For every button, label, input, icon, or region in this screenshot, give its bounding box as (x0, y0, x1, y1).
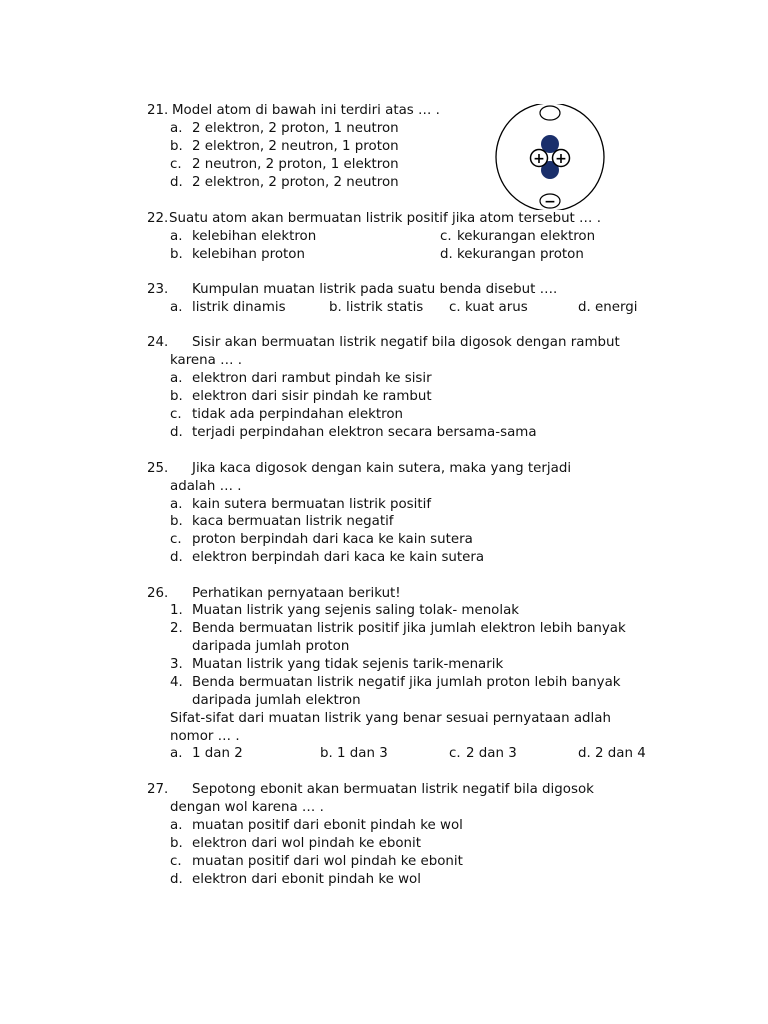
option-text: kuat arus (465, 300, 528, 315)
option-text: 2 elektron, 2 neutron, 1 proton (192, 139, 399, 154)
question-number: 21. (147, 103, 169, 118)
option-text: muatan positif dari ebonit pindah ke wol (192, 818, 463, 833)
option-text: kekurangan proton (457, 247, 584, 262)
option-text: energi (595, 300, 638, 315)
option-letter: b. (329, 300, 342, 315)
statement-number: 1. (170, 603, 183, 618)
option-letter: a. (170, 818, 183, 833)
option-letter: a. (170, 746, 183, 761)
option-text: elektron dari wol pindah ke ebonit (192, 836, 421, 851)
option-letter: c. (170, 407, 182, 422)
question-prompt-continued: nomor … . (170, 729, 240, 744)
question-number: 23. (147, 282, 169, 297)
question-number: 27. (147, 782, 169, 797)
option-text: 1 dan 2 (192, 746, 243, 761)
question-stem: Sepotong ebonit akan bermuatan listrik negatif bila digosok (192, 782, 594, 797)
question-stem: Kumpulan muatan listrik pada suatu benda disebut …. (192, 282, 558, 297)
option-letter: a. (170, 371, 183, 386)
option-text: terjadi perpindahan elektron secara bersama-sama (192, 425, 537, 440)
option-text: kelebihan elektron (192, 229, 317, 244)
option-text: 2 elektron, 2 proton, 1 neutron (192, 121, 399, 136)
option-letter: d. (578, 300, 591, 315)
question-stem: Model atom di bawah ini terdiri atas … . (172, 103, 440, 118)
option-text: muatan positif dari wol pindah ke ebonit (192, 854, 463, 869)
question-number: 24. (147, 335, 169, 350)
option-text: elektron dari sisir pindah ke rambut (192, 389, 432, 404)
option-letter: d. (170, 425, 183, 440)
statement-number: 2. (170, 621, 183, 636)
statement-text: Muatan listrik yang sejenis saling tolak- menolak (192, 603, 520, 618)
option-letter: a. (170, 229, 183, 244)
question-stem-continued: karena … . (170, 353, 243, 368)
option-text: elektron dari ebonit pindah ke wol (192, 872, 421, 887)
option-letter: b. (320, 746, 333, 761)
option-letter: c. (170, 532, 182, 547)
question-stem: Perhatikan pernyataan berikut! (192, 586, 401, 601)
option-letter: c. (440, 229, 452, 244)
option-text: elektron berpindah dari kaca ke kain sutera (192, 550, 485, 565)
option-text: kaca bermuatan listrik negatif (192, 514, 394, 529)
option-text: kelebihan proton (192, 247, 305, 262)
statement-text: Benda bermuatan listrik negatif jika jumlah proton lebih banyak (192, 675, 621, 690)
statement-text-continued: daripada jumlah proton (192, 639, 350, 654)
question-stem: Jika kaca digosok dengan kain sutera, maka yang terjadi (192, 461, 572, 476)
electron (540, 106, 560, 120)
option-text: 2 neutron, 2 proton, 1 elektron (192, 157, 399, 172)
option-letter: c. (449, 300, 461, 315)
option-letter: d. (440, 247, 453, 262)
statement-text-continued: daripada jumlah elektron (192, 693, 361, 708)
question-number: 26. (147, 586, 169, 601)
question-stem: Suatu atom akan bermuatan listrik positif jika atom tersebut … . (169, 211, 601, 226)
option-text: elektron dari rambut pindah ke sisir (192, 371, 432, 386)
option-text: kain sutera bermuatan listrik positif (192, 497, 432, 512)
statement-number: 4. (170, 675, 183, 690)
option-text: proton berpindah dari kaca ke kain sutera (192, 532, 473, 547)
question-stem-continued: adalah … . (170, 479, 242, 494)
option-letter: a. (170, 121, 183, 136)
question-prompt: Sifat-sifat dari muatan listrik yang benar sesuai pernyataan adlah (170, 711, 611, 726)
statement-number: 3. (170, 657, 183, 672)
option-letter: b. (170, 247, 183, 262)
statement-text: Benda bermuatan listrik positif jika jumlah elektron lebih banyak (192, 621, 626, 636)
option-text: 2 dan 3 (466, 746, 517, 761)
option-text: listrik statis (346, 300, 424, 315)
question-stem-continued: dengan wol karena … . (170, 800, 324, 815)
option-text: tidak ada perpindahan elektron (192, 407, 404, 422)
option-letter: c. (449, 746, 461, 761)
question-stem: Sisir akan bermuatan listrik negatif bila digosok dengan rambut (192, 335, 620, 350)
option-letter: d. (170, 175, 183, 190)
option-text: kekurangan elektron (457, 229, 596, 244)
question-number: 25. (147, 461, 169, 476)
option-letter: b. (170, 139, 183, 154)
option-text: 1 dan 3 (337, 746, 388, 761)
option-text: listrik dinamis (192, 300, 286, 315)
proton-sign: + (555, 151, 567, 167)
option-letter: d. (578, 746, 591, 761)
option-letter: b. (170, 514, 183, 529)
atom-model-diagram (490, 104, 612, 210)
option-letter: b. (170, 836, 183, 851)
option-text: 2 elektron, 2 proton, 2 neutron (192, 175, 399, 190)
option-letter: d. (170, 550, 183, 565)
option-letter: c. (170, 854, 182, 869)
proton-sign: + (533, 151, 545, 167)
question-number: 22. (147, 211, 169, 226)
option-letter: a. (170, 497, 183, 512)
electron-sign: − (544, 194, 556, 210)
option-letter: c. (170, 157, 182, 172)
option-letter: d. (170, 872, 183, 887)
option-letter: b. (170, 389, 183, 404)
option-text: 2 dan 4 (595, 746, 646, 761)
option-letter: a. (170, 300, 183, 315)
statement-text: Muatan listrik yang tidak sejenis tarik-menarik (192, 657, 504, 672)
